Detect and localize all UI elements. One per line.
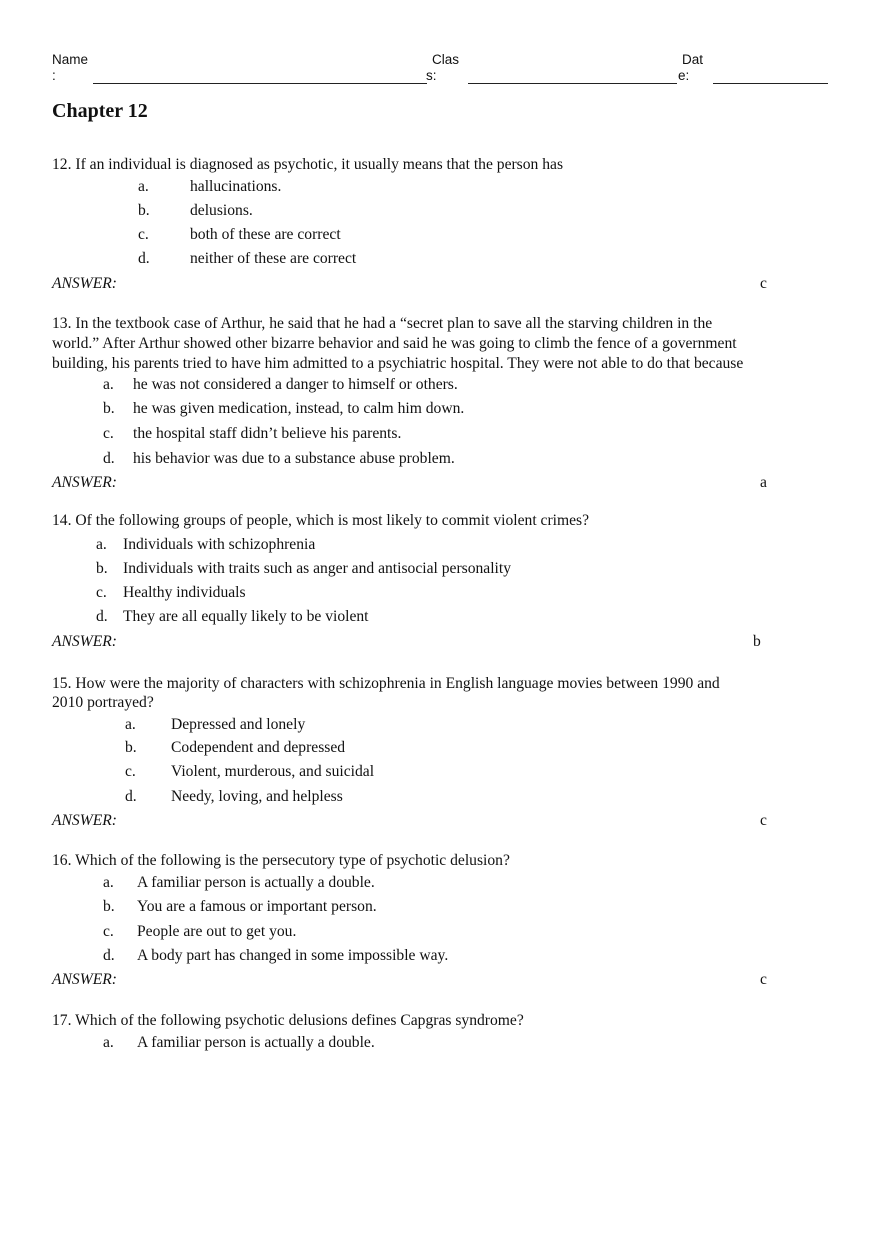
option-text: delusions. xyxy=(190,202,253,219)
question-text: 16. Which of the following is the persecutory type of psychotic delusion? xyxy=(52,852,510,869)
option-text: A familiar person is actually a double. xyxy=(137,874,375,891)
option-letter: b. xyxy=(103,400,115,417)
option-text: Codependent and depressed xyxy=(171,739,346,756)
option-text: A body part has changed in some impossible way. xyxy=(137,947,449,964)
option-letter: c. xyxy=(103,425,114,442)
option-text: A familiar person is actually a double. xyxy=(137,1034,375,1051)
option-text: Depressed and lonely xyxy=(171,716,306,733)
question-text: 13. In the textbook case of Arthur, he said that he had a “secret plan to save all the starving children in the xyxy=(52,315,713,332)
option-text: Individuals with schizophrenia xyxy=(123,536,316,553)
question-text: 17. Which of the following psychotic delusions defines Capgras syndrome? xyxy=(52,1012,524,1029)
option-letter: d. xyxy=(138,250,150,267)
answer-value: a xyxy=(760,474,767,491)
question-text: 14. Of the following groups of people, which is most likely to commit violent crimes? xyxy=(52,512,590,529)
name-label: Name xyxy=(52,52,89,67)
option-letter: c. xyxy=(125,763,136,780)
answer-label: ANSWER: xyxy=(52,971,117,988)
name-label-colon: : xyxy=(52,68,56,83)
option-text: the hospital staff didn’t believe his parents. xyxy=(133,425,402,442)
answer-value: c xyxy=(760,275,767,292)
date-label: Dat xyxy=(682,52,704,67)
class-blank[interactable] xyxy=(468,83,677,84)
option-text: Violent, murderous, and suicidal xyxy=(171,763,375,780)
question-text: 2010 portrayed? xyxy=(52,694,154,711)
answer-value: c xyxy=(760,812,767,829)
question-text: 12. If an individual is diagnosed as psychotic, it usually means that the person has xyxy=(52,156,564,173)
option-text: People are out to get you. xyxy=(137,923,297,940)
option-letter: a. xyxy=(125,716,136,733)
option-text: his behavior was due to a substance abuse problem. xyxy=(133,450,455,467)
class-label-suffix: s: xyxy=(426,68,437,83)
option-letter: a. xyxy=(96,536,107,553)
answer-label: ANSWER: xyxy=(52,474,117,491)
option-text: You are a famous or important person. xyxy=(137,898,377,915)
option-letter: c. xyxy=(103,923,114,940)
option-text: neither of these are correct xyxy=(190,250,357,267)
option-text: Healthy individuals xyxy=(123,584,246,601)
answer-label: ANSWER: xyxy=(52,812,117,829)
option-letter: c. xyxy=(138,226,149,243)
option-letter: c. xyxy=(96,584,107,601)
question-text: world.” After Arthur showed other bizarre behavior and said he was going to climb the fence of a government xyxy=(52,335,737,352)
option-letter: a. xyxy=(103,376,114,393)
option-text: They are all equally likely to be violent xyxy=(123,608,369,625)
date-label-suffix: e: xyxy=(678,68,690,83)
class-label: Clas xyxy=(432,52,460,67)
option-letter: a. xyxy=(138,178,149,195)
option-letter: b. xyxy=(103,898,115,915)
question-text: building, his parents tried to have him admitted to a psychiatric hospital. They were not able to do that because xyxy=(52,355,744,372)
answer-value: b xyxy=(753,633,761,650)
option-letter: d. xyxy=(125,788,137,805)
option-text: Individuals with traits such as anger and antisocial personality xyxy=(123,560,512,577)
option-letter: d. xyxy=(103,450,115,467)
option-letter: b. xyxy=(96,560,108,577)
date-blank[interactable] xyxy=(713,83,828,84)
option-text: he was given medication, instead, to calm him down. xyxy=(133,400,465,417)
option-letter: a. xyxy=(103,1034,114,1051)
option-letter: b. xyxy=(125,739,137,756)
answer-label: ANSWER: xyxy=(52,275,117,292)
option-text: Needy, loving, and helpless xyxy=(171,788,343,805)
option-letter: a. xyxy=(103,874,114,891)
option-text: both of these are correct xyxy=(190,226,341,243)
answer-value: c xyxy=(760,971,767,988)
answer-label: ANSWER: xyxy=(52,633,117,650)
option-text: hallucinations. xyxy=(190,178,282,195)
question-text: 15. How were the majority of characters with schizophrenia in English language movies between 1990 and xyxy=(52,675,720,692)
option-letter: d. xyxy=(96,608,108,625)
option-text: he was not considered a danger to himself or others. xyxy=(133,376,458,393)
chapter-title: Chapter 12 xyxy=(52,100,148,122)
option-letter: b. xyxy=(138,202,150,219)
name-blank[interactable] xyxy=(93,83,427,84)
option-letter: d. xyxy=(103,947,115,964)
